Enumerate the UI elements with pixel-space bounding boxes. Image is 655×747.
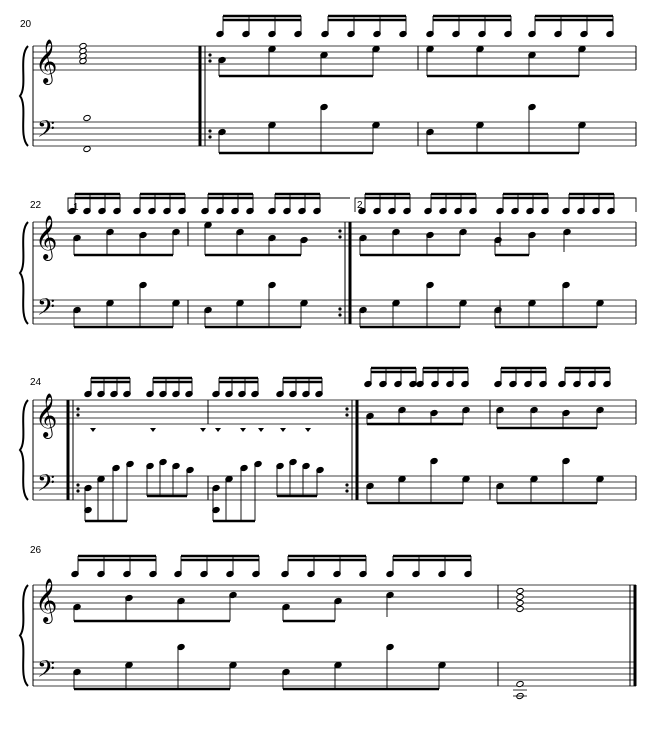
treble-clef: 𝄞 — [35, 393, 58, 437]
eighth-group — [366, 406, 470, 424]
sixteenth-group — [84, 378, 131, 398]
brace — [20, 46, 28, 146]
volta-1-label: 1 — [73, 202, 79, 213]
text-layer — [20, 19, 363, 556]
sixteenth-group — [133, 194, 186, 215]
rest-mark — [280, 428, 286, 432]
eighth-group — [73, 228, 180, 255]
eighth-group — [496, 406, 604, 428]
rest-mark — [240, 428, 246, 432]
eighth-group — [359, 228, 467, 255]
note-head — [516, 593, 524, 600]
rest-mark — [150, 428, 156, 432]
eighth-group — [496, 457, 604, 503]
eighth-group — [426, 45, 586, 76]
repeat-dot — [345, 413, 348, 416]
eighth-group — [359, 281, 467, 327]
sixteenth-group — [268, 194, 321, 215]
measure-number-24: 24 — [30, 377, 42, 388]
repeat-dot — [208, 129, 211, 132]
repeat-dot — [76, 483, 79, 486]
eighth-group — [73, 281, 180, 327]
rest-mark — [215, 428, 221, 432]
eighth-group — [282, 643, 446, 689]
volta-1-bracket — [68, 198, 350, 212]
sixteenth-group — [358, 194, 411, 215]
eighth-group — [494, 281, 604, 327]
sixteenth-group — [321, 16, 407, 38]
sixteenth-group — [174, 556, 260, 578]
repeat-dot — [338, 235, 341, 238]
note-head — [83, 145, 91, 152]
sixteenth-group — [426, 16, 512, 38]
sixteenth-group — [494, 368, 547, 388]
sixteenth-group — [212, 378, 259, 398]
eighth-group — [204, 281, 308, 327]
treble-clef: 𝄞 — [35, 578, 58, 622]
repeat-dot — [76, 413, 79, 416]
note-head — [516, 680, 524, 687]
brace — [20, 400, 28, 500]
eighth-group — [366, 457, 470, 503]
sixteenth-group — [201, 194, 254, 215]
bass-clef: 𝄢 — [37, 655, 56, 688]
repeat-dot — [338, 313, 341, 316]
sixteenth-group — [276, 378, 323, 398]
repeat-dot — [345, 483, 348, 486]
repeat-dot — [76, 407, 79, 410]
sixteenth-group — [416, 368, 469, 388]
treble-clef: 𝄞 — [35, 39, 58, 83]
repeat-dot — [208, 135, 211, 138]
system-4 — [20, 556, 636, 700]
rest-mark — [200, 428, 206, 432]
repeat-dot — [76, 489, 79, 492]
eighth-group — [146, 458, 194, 496]
eighth-group — [212, 460, 262, 521]
bass-clef: 𝄢 — [37, 469, 56, 502]
system-2 — [20, 194, 636, 327]
system-3 — [20, 368, 636, 521]
brace — [20, 585, 28, 686]
rest-mark — [258, 428, 264, 432]
repeat-dot — [338, 307, 341, 310]
bass-clef: 𝄢 — [37, 293, 56, 326]
sixteenth-group — [216, 16, 302, 38]
measure-number-26: 26 — [30, 545, 42, 556]
sixteenth-group — [386, 556, 472, 578]
rest-mark — [305, 428, 311, 432]
brace — [20, 222, 28, 324]
sixteenth-group — [424, 194, 477, 215]
repeat-dot — [208, 59, 211, 62]
sixteenth-group — [528, 16, 614, 38]
sixteenth-group — [146, 378, 193, 398]
system-1 — [20, 16, 636, 153]
note-head — [516, 587, 524, 594]
measure-number-22: 22 — [30, 200, 42, 211]
eighth-group — [73, 591, 237, 621]
sixteenth-group — [364, 368, 417, 388]
repeat-dot — [345, 489, 348, 492]
eighth-group — [204, 221, 308, 255]
eighth-group — [84, 460, 134, 521]
repeat-dot — [208, 53, 211, 56]
note-head — [516, 605, 524, 612]
rest-mark — [90, 428, 96, 432]
volta-2-label: 2 — [357, 200, 363, 211]
staff-systems — [20, 16, 636, 700]
sixteenth-group — [558, 368, 611, 388]
sixteenth-group — [71, 556, 157, 578]
note-head — [83, 114, 91, 121]
eighth-group — [276, 458, 324, 496]
sixteenth-group — [281, 556, 367, 578]
treble-clef: 𝄞 — [35, 215, 58, 259]
sixteenth-group — [562, 194, 615, 215]
note-head — [516, 599, 524, 606]
eighth-group — [218, 45, 380, 76]
repeat-dot — [345, 407, 348, 410]
bass-clef: 𝄢 — [37, 115, 56, 148]
sixteenth-group — [496, 194, 549, 215]
eighth-group — [73, 643, 237, 689]
measure-number-20: 20 — [20, 19, 32, 30]
repeat-dot — [338, 229, 341, 232]
